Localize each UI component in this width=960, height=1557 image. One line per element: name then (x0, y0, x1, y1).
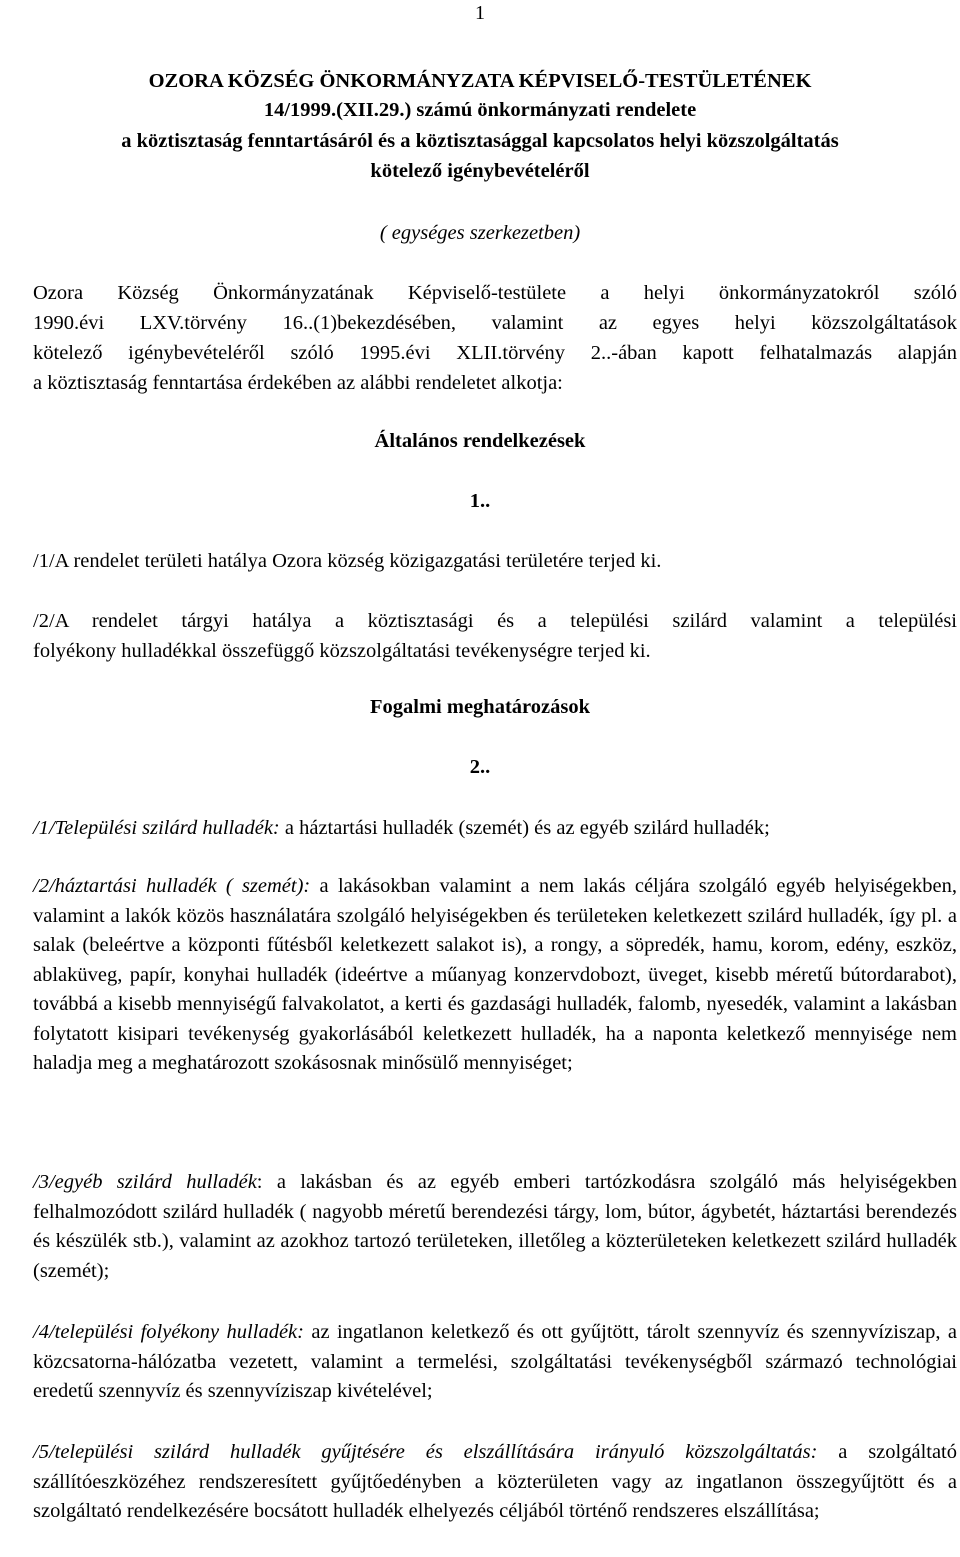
definition-3-text: : a lakásban és az egyéb emberi tartózkodásra szolgáló más helyiségekben felhalmozódott szilárd hulladék ( nagyobb méretű berendezési tárgy, lom, bútor, ágybetét, háztartási berendezés és készülék stb.), valamint az azokhoz tartozó területeken, illetőleg a közterületeken keletkezett szilárd hulladék (szemét); (33, 1171, 957, 1282)
section-2-heading: Fogalmi meghatározások (370, 696, 590, 718)
definition-1-term: /1/Települési szilárd hulladék: (33, 817, 280, 839)
definition-2-term: /2/háztartási hulladék ( szemét): (33, 875, 311, 897)
title-line-4: kötelező igénybevételéről (370, 160, 590, 182)
definition-4-text: az ingatlanon keletkező és ott gyűjtött, tárolt szennyvíz és szennyvíziszap, a közcsatorna-hálózatba vezetett, valamint a termelési, szolgáltatási tevékenységből származó technológiai eredetű szennyvíz és szennyvíziszap kivételével; (33, 1321, 957, 1402)
preamble-line-4: a köztisztaság fenntartása érdekében az alábbi rendeletet alkotja: (33, 372, 563, 394)
definition-5-term: /5/települési szilárd hulladék gyűjtésére és elszállítására irányuló közszolgáltatás: (33, 1441, 818, 1463)
section-1-paragraph-2-line-1: /2/A rendelet tárgyi hatálya a köztisztasági és a települési szilárd valamint a települési (33, 610, 957, 632)
definition-1 (33, 815, 770, 841)
section-1-heading: Általános rendelkezések (374, 430, 586, 452)
page-number: 1 (475, 2, 485, 24)
title-line-3: a köztisztaság fenntartásáról és a köztisztasággal kapcsolatos helyi közszolgáltatás (121, 130, 839, 152)
definition-2-text: a lakásokban valamint a nem lakás céljára szolgáló egyéb helyiségekben, valamint a lakók közös használatára szolgáló helyiségekben és területeken keletkezett szilárd hulladék, így pl. a salak (beleértve a központi fűtésből keletkezett salakot is), a rongy, a söpredék, hamu, korom, edény, eszköz, ablaküveg, papír, konyhai hulladék (ideértve a műanyag konzervdobozt, üveget, kisebb méretű bútordarabot), továbbá a kisebb mennyiségű falvakolatot, a kerti és gazdasági hulladék, falomb, nyesedék, valamint a lakásban folytatott kisipari tevékenység gyakorlásából keletkezett hulladék, ha a naponta keletkező mennyisége nem haladja meg a meghatározott szokásosnak minősülő mennyiséget; (33, 875, 957, 1074)
definition-3-term: /3/egyéb szilárd hulladék (33, 1171, 257, 1193)
definition-5 (33, 1438, 957, 1527)
section-2-number: 2.. (469, 756, 491, 778)
definition-5-text: a szolgáltató szállítóeszközéhez rendszeresített gyűjtőedényben a közterületen vagy az ingatlanon összegyűjtött és a szolgáltató rendelkezésére bocsátott hulladék elhelyezés céljából történő rendszeres elszállítása; (33, 1441, 958, 1522)
definition-1-text: a háztartási hulladék (szemét) és az egyéb szilárd hulladék; (279, 817, 770, 839)
section-1-paragraph-2-line-2: folyékony hulladékkal összefüggő közszolgáltatási tevékenységre terjed ki. (33, 640, 651, 662)
preamble-line-3: kötelező igénybevételéről szóló 1995.évi XLII.törvény 2..-ában kapott felhatalmazás alapján (33, 342, 957, 364)
definition-2 (33, 872, 957, 1079)
subtitle: ( egységes szerkezetben) (379, 222, 581, 244)
definition-4-term: /4/települési folyékony hulladék: (33, 1321, 304, 1343)
section-1-number: 1.. (469, 490, 491, 512)
definition-4 (33, 1318, 957, 1407)
title-line-1: OZORA KÖZSÉG ÖNKORMÁNYZATA KÉPVISELŐ-TESTÜLETÉNEK (148, 70, 812, 92)
section-1-paragraph-1: /1/A rendelet területi hatálya Ozora község közigazgatási területére terjed ki. (33, 550, 662, 572)
preamble-line-2: 1990.évi LXV.törvény 16..(1)bekezdésében, valamint az egyes helyi közszolgáltatások (33, 312, 957, 334)
preamble-line-1: Ozora Község Önkormányzatának Képviselő-testülete a helyi önkormányzatokról szóló (33, 282, 957, 304)
definition-3 (33, 1168, 957, 1286)
title-line-2: 14/1999.(XII.29.) számú önkormányzati rendelete (263, 99, 697, 121)
